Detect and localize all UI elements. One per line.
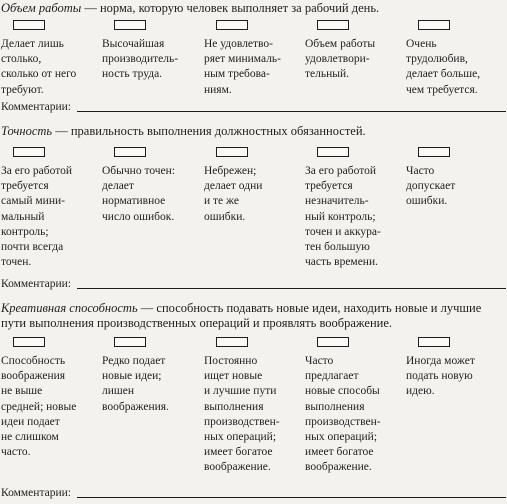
rating-checkbox[interactable] bbox=[216, 20, 248, 30]
criterion-term: Объем работы bbox=[1, 1, 82, 15]
rating-checkbox[interactable] bbox=[317, 147, 349, 157]
rating-checkbox[interactable] bbox=[13, 147, 45, 157]
rating-description: Объем работы удовлетвори- тельный. bbox=[305, 38, 376, 81]
rating-description: Высочайшая производитель- ность труда. bbox=[102, 38, 179, 81]
rating-description: Редко подает новые идеи; лишен воображения. bbox=[102, 355, 169, 413]
criterion-term: Креативная способность bbox=[1, 301, 138, 315]
section-heading bbox=[1, 301, 506, 331]
criterion-definition: — способность подавать новые идеи, находить новые и лучшие пути выполнения производственных операций и проявлять воображение. bbox=[1, 301, 482, 330]
comment-line[interactable] bbox=[77, 111, 506, 112]
rating-description: За его работой требуется самый мини- мальный контроль; почти всегда точен. bbox=[1, 165, 72, 269]
rating-checkbox[interactable] bbox=[114, 147, 146, 157]
rating-checkbox[interactable] bbox=[418, 337, 450, 347]
section-heading bbox=[1, 124, 506, 139]
rating-description: Способность воображения не выше средней; новые идеи подает не слишком часто. bbox=[1, 355, 77, 459]
rating-description: Иногда может подать новую идею. bbox=[406, 355, 475, 398]
rating-description: Постоянно ищет новые и лучшие пути выполнения производствен- ных операций; имеет богатое воображение. bbox=[204, 355, 280, 474]
comment-field[interactable] bbox=[1, 100, 506, 115]
comment-line[interactable] bbox=[77, 497, 506, 498]
rating-description: Очень трудолюбив, делает больше, чем требуется. bbox=[406, 38, 481, 96]
comment-field[interactable] bbox=[1, 486, 506, 501]
rating-description: Обычно точен: делает нормативное число ошибок. bbox=[102, 165, 176, 223]
rating-checkbox[interactable] bbox=[13, 337, 45, 347]
rating-checkbox[interactable] bbox=[418, 147, 450, 157]
rating-description: Часто допускает ошибки. bbox=[406, 165, 456, 208]
criterion-term: Точность bbox=[1, 124, 53, 138]
criterion-definition: — норма, которую человек выполняет за рабочий день. bbox=[81, 1, 380, 15]
rating-checkbox[interactable] bbox=[418, 20, 450, 30]
rating-checkbox[interactable] bbox=[317, 20, 349, 30]
rating-checkbox[interactable] bbox=[317, 337, 349, 347]
rating-checkbox[interactable] bbox=[114, 20, 146, 30]
section-heading bbox=[1, 1, 506, 16]
comment-label: Комментарии: bbox=[1, 278, 71, 290]
criterion-definition: — правильность выполнения должностных обязанностей. bbox=[52, 124, 366, 138]
rating-description: Небрежен; делает одни и те же ошибки. bbox=[204, 165, 263, 223]
rating-description: Не удовлетво- ряет минималь- ным требова- ниям. bbox=[204, 38, 282, 96]
rating-checkbox[interactable] bbox=[13, 20, 45, 30]
rating-checkbox[interactable] bbox=[216, 147, 248, 157]
comment-line[interactable] bbox=[77, 288, 506, 289]
comment-label: Комментарии: bbox=[1, 487, 71, 499]
rating-description: За его работой требуется незначитель- ный контроль; точен и аккура- тен большую часть времени. bbox=[305, 165, 381, 269]
rating-description: Делает лишь столько, сколько от него требуют. bbox=[1, 38, 77, 96]
rating-description: Часто предлагает новые способы выполнения производствен- ных операций; имеет богатое воображение. bbox=[305, 355, 381, 474]
rating-checkbox[interactable] bbox=[216, 337, 248, 347]
rating-checkbox[interactable] bbox=[114, 337, 146, 347]
comment-field[interactable] bbox=[1, 277, 506, 292]
comment-label: Комментарии: bbox=[1, 101, 71, 113]
